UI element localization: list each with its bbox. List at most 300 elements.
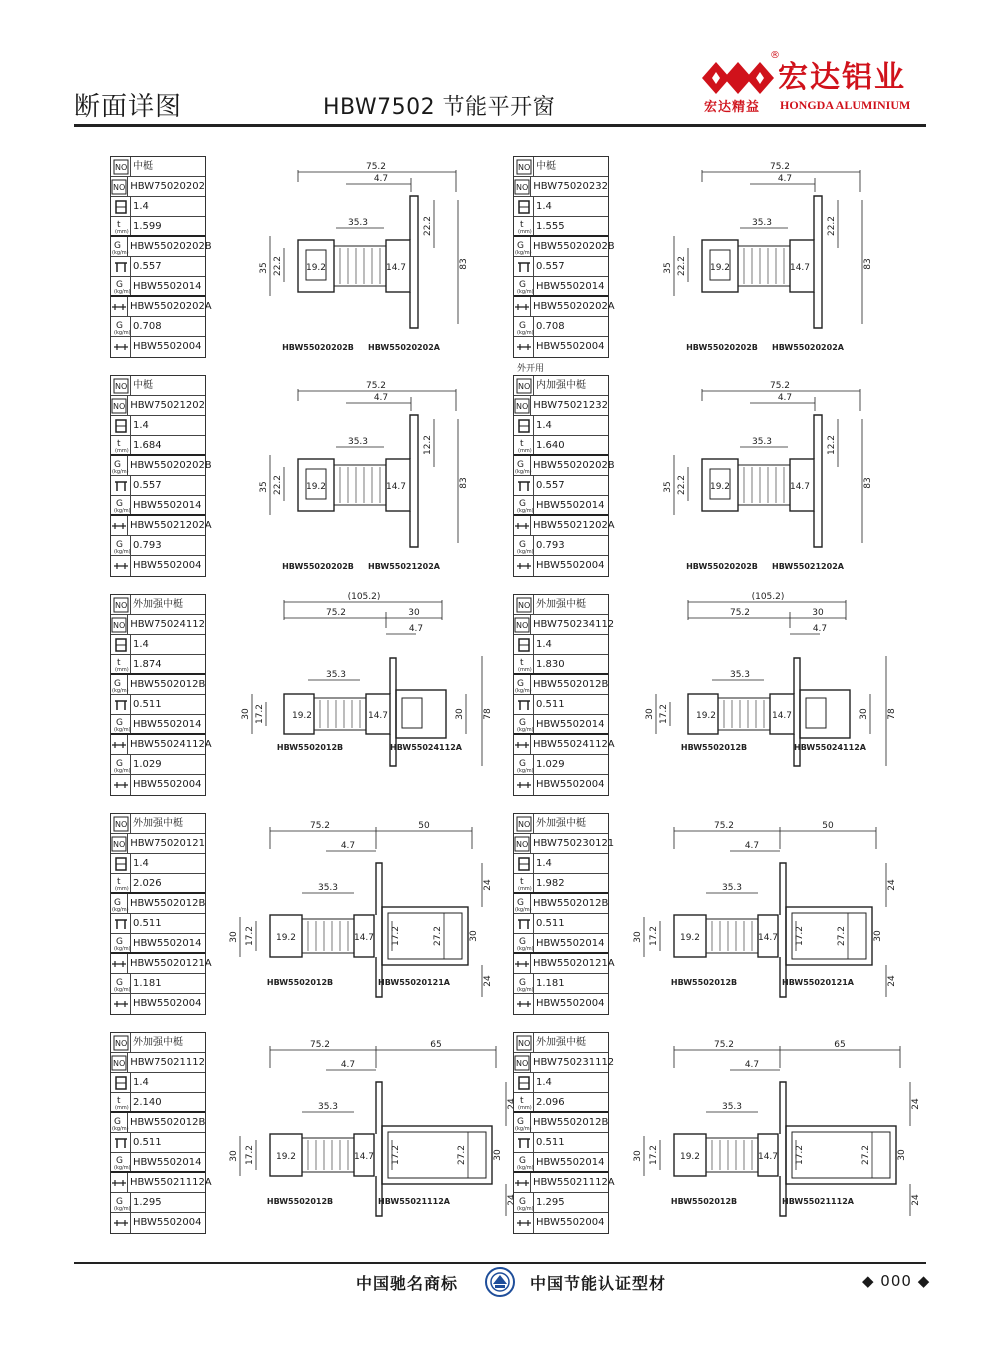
dimension-label: 30 (493, 1149, 503, 1161)
dimension-label: HBW55020202B (686, 343, 758, 352)
svg-text:t: t (519, 658, 524, 668)
dimension-label: 35.3 (347, 437, 369, 447)
svg-text:(kg/m): (kg/m) (515, 687, 532, 694)
dimension-label: 50 (822, 821, 834, 831)
dimension-label: 75.2 (713, 1040, 735, 1050)
svg-text:t: t (116, 439, 121, 449)
svg-text:G: G (115, 539, 123, 550)
weight-icon (111, 934, 131, 952)
dimension-label: 24 (887, 975, 897, 987)
svg-text:t: t (116, 1096, 121, 1106)
spec-row (111, 1113, 205, 1133)
spec-row (514, 914, 608, 934)
part-a-weight: 0.511 (133, 918, 162, 929)
part-a-fastener: HBW5502014 (536, 938, 605, 949)
svg-text:(mm): (mm) (517, 1105, 532, 1111)
weight-icon (514, 536, 534, 555)
spec-row (111, 476, 205, 496)
dimension-label: 30 (812, 608, 824, 618)
unit-weight: 1.640 (536, 440, 565, 451)
frame-profile-icon (111, 695, 131, 714)
spec-row (514, 894, 608, 914)
part-b-weight: 1.295 (133, 1197, 162, 1208)
code-icon (514, 1053, 531, 1072)
svg-text:G: G (518, 499, 526, 509)
svg-text:(kg/m): (kg/m) (113, 508, 131, 514)
spec-row (514, 1153, 608, 1173)
svg-text:G: G (114, 678, 121, 689)
code-icon (111, 157, 131, 176)
dimension-label: 30 (897, 1149, 907, 1161)
wall-thickness: 1.4 (536, 639, 552, 650)
dimension-label: 30 (645, 708, 655, 720)
spec-row (514, 456, 615, 476)
svg-text:(mm): (mm) (517, 667, 532, 673)
dimension-label: 35 (663, 481, 673, 493)
dimension-label: 4.7 (777, 393, 793, 403)
dimension-label: 75.2 (365, 381, 387, 391)
svg-text:(kg/m): (kg/m) (113, 727, 131, 733)
part-a-code: HBW5502012B (130, 1117, 206, 1128)
spec-row (514, 416, 608, 436)
svg-text:NO: NO (517, 1038, 530, 1048)
dimension-label: 22.2 (677, 255, 687, 277)
weight-icon (111, 715, 131, 733)
dimension-label: HBW5502012B (680, 743, 748, 752)
wall-thickness: 1.4 (536, 1077, 552, 1088)
code-icon (111, 1033, 131, 1052)
spec-row (514, 257, 608, 277)
code-icon (514, 834, 531, 853)
spec-row (514, 1073, 608, 1093)
dimension-label: HBW5502012B (276, 743, 344, 752)
dimension-label: 35.3 (729, 670, 751, 680)
weight-icon (514, 894, 531, 913)
dimension-label: 17.2 (245, 1144, 255, 1166)
spec-row (111, 755, 205, 775)
spec-row (111, 237, 212, 257)
spec-table (513, 375, 615, 577)
frame-profile-icon (111, 476, 131, 495)
spec-table (513, 1032, 615, 1234)
spec-row (514, 1173, 615, 1193)
profile-code: HBW75021202 (130, 400, 205, 411)
dimension-label: HBW55020202B (282, 562, 354, 571)
footer-rule (74, 1262, 926, 1264)
part-a-fastener: HBW5502014 (536, 1157, 605, 1168)
thickness-icon (514, 217, 534, 235)
fastener-icon (514, 775, 534, 795)
svg-text:(mm): (mm) (114, 229, 129, 235)
spec-table (110, 594, 212, 796)
dimension-label: 35.3 (751, 437, 773, 447)
svg-text:(kg/m): (kg/m) (113, 1165, 131, 1171)
profile-icon (111, 416, 131, 435)
spec-table (513, 594, 615, 796)
svg-text:t: t (519, 439, 524, 449)
dimension-label: 12.2 (423, 434, 433, 456)
fastener-icon (111, 775, 131, 795)
dimension-label: HBW55021202A (772, 562, 844, 571)
weight-icon (514, 934, 534, 952)
svg-text:G: G (518, 977, 526, 988)
dimension-label: 30 (229, 1150, 239, 1162)
brand-tagline: 宏达精益 (704, 100, 761, 115)
spec-row (514, 595, 608, 615)
frame-profile-icon (514, 1133, 534, 1152)
spec-row (514, 854, 608, 874)
part-b-weight: 0.793 (536, 540, 565, 551)
profile-code: HBW750234112 (533, 619, 615, 630)
svg-text:G: G (518, 718, 526, 728)
weight-icon (514, 974, 534, 993)
part-b-code: HBW55024112A (130, 739, 212, 750)
spec-row (111, 675, 205, 695)
code-icon (111, 834, 128, 853)
spec-row (514, 1113, 608, 1133)
dimension-label: HBW55020202A (368, 343, 440, 352)
fastener-icon (111, 994, 131, 1014)
profile-icon (111, 197, 131, 216)
part-b-fastener: HBW5502004 (133, 1217, 202, 1228)
profile-code: HBW750231112 (533, 1057, 615, 1068)
svg-text:NO: NO (113, 182, 126, 192)
code-icon (514, 814, 534, 833)
dimension-label: 14.7 (789, 263, 811, 273)
svg-text:(kg/m): (kg/m) (516, 1205, 534, 1212)
weight-icon (514, 675, 531, 694)
part-a-weight: 0.511 (536, 1137, 565, 1148)
svg-text:NO: NO (516, 182, 529, 192)
dimension-label: 83 (863, 477, 873, 489)
spec-row (514, 695, 608, 715)
section-drawing (640, 590, 897, 790)
dimension-label: 22.2 (273, 474, 283, 496)
unit-weight: 1.830 (536, 659, 565, 670)
svg-text:t: t (116, 658, 121, 668)
dimension-label: 19.2 (305, 263, 327, 273)
dimension-label: 22.2 (827, 215, 837, 237)
dimension-label: 19.2 (709, 263, 731, 273)
dimension-label: 19.2 (291, 711, 313, 721)
svg-text:G: G (518, 1156, 526, 1166)
weight-icon (111, 277, 131, 295)
part-a-code: HBW55020202B (533, 241, 615, 252)
weight-icon (111, 496, 131, 514)
spec-row (514, 317, 608, 337)
usage-note: 外开用 (517, 364, 545, 374)
spec-row (111, 695, 205, 715)
spec-row (111, 337, 205, 357)
spec-row (111, 376, 205, 396)
dimension-label: 4.7 (744, 1060, 760, 1070)
spec-row (111, 894, 205, 914)
profile-code: HBW75024112 (130, 619, 205, 630)
spec-row (111, 556, 205, 576)
part-b-weight: 0.793 (133, 540, 162, 551)
dimension-label: 35.3 (751, 218, 773, 228)
part-a-fastener: HBW5502014 (536, 281, 605, 292)
dimension-label: 35.3 (317, 883, 339, 893)
svg-text:NO: NO (114, 600, 127, 610)
fastener-icon (111, 297, 128, 316)
dimension-label: 65 (834, 1040, 846, 1050)
dimension-label: 24 (507, 1194, 517, 1206)
svg-text:(kg/m): (kg/m) (515, 468, 532, 475)
weight-icon (514, 715, 534, 733)
part-a-code: HBW55020202B (130, 460, 212, 471)
part-b-code: HBW55020202A (533, 301, 615, 312)
spec-row (111, 1033, 205, 1053)
dimension-label: 19.2 (679, 933, 701, 943)
svg-text:t: t (116, 877, 121, 887)
spec-row (111, 257, 205, 277)
weight-icon (111, 755, 131, 774)
part-b-weight: 0.708 (536, 321, 565, 332)
part-b-fastener: HBW5502004 (133, 341, 202, 352)
spec-row (111, 496, 205, 516)
svg-text:(kg/m): (kg/m) (516, 946, 534, 952)
svg-text:(mm): (mm) (517, 886, 532, 892)
dimension-label: 30 (873, 930, 883, 942)
dimension-label: 35.3 (721, 883, 743, 893)
part-a-fastener: HBW5502014 (536, 500, 605, 511)
dimension-label: 24 (911, 1098, 921, 1110)
dimension-label: 22.2 (423, 215, 433, 237)
frame-profile-icon (514, 695, 534, 714)
registered-mark: ® (770, 50, 780, 61)
spec-row (514, 1133, 608, 1153)
dimension-label: 17.2 (391, 925, 401, 947)
profile-icon (514, 197, 534, 216)
dimension-label: 27.2 (837, 925, 847, 947)
dimension-label: 30 (229, 931, 239, 943)
dimension-label: 30 (633, 1150, 643, 1162)
weight-icon (514, 496, 534, 514)
spec-row (514, 476, 608, 496)
weight-icon (514, 277, 534, 295)
spec-row (514, 1033, 608, 1053)
svg-text:NO: NO (113, 401, 126, 411)
svg-text:G: G (517, 459, 524, 470)
spec-row (514, 556, 608, 576)
spec-row (111, 177, 205, 197)
fastener-icon (514, 954, 531, 973)
thickness-icon (111, 436, 131, 454)
spec-row (111, 1213, 205, 1233)
spec-row (111, 297, 212, 317)
svg-text:NO: NO (516, 1058, 529, 1068)
dimension-label: 83 (459, 258, 469, 270)
part-a-weight: 0.511 (133, 699, 162, 710)
part-b-weight: 1.029 (536, 759, 565, 770)
fastener-icon (514, 735, 531, 754)
weight-icon (514, 755, 534, 774)
part-a-weight: 0.557 (133, 480, 162, 491)
spec-row (514, 775, 608, 795)
footer-certification-text: 中国节能认证型材 (530, 1274, 667, 1293)
spec-row (514, 396, 608, 416)
dimension-label: HBW5502012B (266, 978, 334, 987)
part-b-fastener: HBW5502004 (536, 1217, 605, 1228)
dimension-label: 14.7 (789, 482, 811, 492)
dimension-label: 19.2 (275, 1152, 297, 1162)
spec-row (111, 1073, 205, 1093)
spec-row (514, 496, 608, 516)
weight-icon (111, 675, 128, 694)
svg-text:NO: NO (113, 839, 126, 849)
spec-row (514, 994, 608, 1014)
dimension-label: 4.7 (373, 174, 389, 184)
spec-table (513, 813, 615, 1015)
dimension-label: HBW5502012B (670, 978, 738, 987)
part-b-fastener: HBW5502004 (133, 779, 202, 790)
svg-text:(kg/m): (kg/m) (515, 249, 532, 256)
spec-row (111, 954, 212, 974)
svg-text:(mm): (mm) (114, 1105, 129, 1111)
section-drawing (236, 590, 493, 790)
spec-row (514, 277, 608, 297)
svg-text:G: G (517, 240, 524, 251)
svg-text:G: G (115, 977, 123, 988)
dimension-label: HBW5502012B (266, 1197, 334, 1206)
spec-row (514, 217, 608, 237)
dimension-label: 17.2 (255, 703, 265, 725)
spec-row (111, 317, 205, 337)
spec-row (111, 914, 205, 934)
dimension-label: 50 (418, 821, 430, 831)
dimension-label: 30 (469, 930, 479, 942)
svg-text:(kg/m): (kg/m) (112, 249, 129, 256)
dimension-label: 30 (241, 708, 251, 720)
thickness-icon (111, 874, 131, 892)
thickness-icon (111, 217, 131, 235)
weight-icon (514, 1113, 531, 1132)
spec-row (514, 655, 608, 675)
wall-thickness: 1.4 (133, 858, 149, 869)
dimension-label: HBW55021112A (782, 1197, 854, 1206)
spec-row (514, 1053, 615, 1073)
svg-text:(mm): (mm) (517, 448, 532, 454)
dimension-label: 17.2 (391, 1144, 401, 1166)
spec-row (514, 177, 608, 197)
code-icon (514, 177, 531, 196)
wall-thickness: 1.4 (536, 420, 552, 431)
spec-row (111, 854, 205, 874)
svg-text:(kg/m): (kg/m) (113, 289, 131, 295)
spec-row (111, 536, 205, 556)
fastener-icon (514, 516, 531, 535)
section-drawing (633, 809, 897, 1009)
profile-name: 中梃 (536, 161, 556, 172)
dimension-label: 14.7 (367, 711, 389, 721)
page-title: 断面详图 (74, 92, 183, 122)
spec-row (111, 197, 205, 217)
dimension-label: 27.2 (861, 1144, 871, 1166)
profile-icon (111, 854, 131, 873)
svg-text:NO: NO (516, 620, 529, 630)
unit-weight: 1.982 (536, 878, 565, 889)
svg-text:(kg/m): (kg/m) (516, 1165, 534, 1171)
spec-row (111, 1153, 205, 1173)
dimension-label: 4.7 (777, 174, 793, 184)
section-drawing (640, 152, 890, 352)
unit-weight: 1.874 (133, 659, 162, 670)
svg-text:G: G (115, 1156, 123, 1166)
part-b-fastener: HBW5502004 (536, 779, 605, 790)
dimension-label: 75.2 (713, 821, 735, 831)
dimension-label: 19.2 (679, 1152, 701, 1162)
svg-text:(kg/m): (kg/m) (113, 1205, 131, 1212)
part-b-weight: 1.029 (133, 759, 162, 770)
svg-text:NO: NO (517, 381, 530, 391)
wall-thickness: 1.4 (536, 201, 552, 212)
svg-text:(kg/m): (kg/m) (516, 508, 534, 514)
spec-row (111, 1133, 205, 1153)
profile-code: HBW750230121 (533, 838, 615, 849)
part-b-weight: 0.708 (133, 321, 162, 332)
part-b-weight: 1.181 (536, 978, 565, 989)
dimension-label: 14.7 (771, 711, 793, 721)
section-drawing (236, 371, 486, 571)
spec-row (514, 735, 615, 755)
profile-icon (514, 1073, 534, 1092)
spec-row (514, 974, 608, 994)
spec-row (111, 1053, 205, 1073)
dimension-label: HBW5502012B (670, 1197, 738, 1206)
dimension-label: 83 (863, 258, 873, 270)
unit-weight: 1.684 (133, 440, 162, 451)
part-b-code: HBW55024112A (533, 739, 615, 750)
dimension-label: 75.2 (365, 162, 387, 172)
spec-row (111, 615, 205, 635)
svg-text:t: t (519, 1096, 524, 1106)
svg-text:NO: NO (114, 819, 127, 829)
frame-profile-icon (111, 1133, 131, 1152)
header-rule (74, 124, 926, 127)
svg-text:t: t (116, 220, 121, 230)
dimension-label: 17.2 (649, 1144, 659, 1166)
part-b-code: HBW55021202A (130, 520, 212, 531)
spec-row (514, 1193, 608, 1213)
spec-row (514, 954, 615, 974)
dimension-label: 27.2 (433, 925, 443, 947)
profile-name: 中梃 (133, 380, 153, 391)
dimension-label: 75.2 (309, 821, 331, 831)
fastener-icon (514, 994, 534, 1014)
dimension-label: 65 (430, 1040, 442, 1050)
wall-thickness: 1.4 (536, 858, 552, 869)
profile-name: 外加强中梃 (133, 599, 183, 610)
svg-text:(kg/m): (kg/m) (515, 906, 532, 913)
spec-row (111, 934, 205, 954)
code-icon (111, 177, 128, 196)
spec-row (111, 456, 212, 476)
svg-text:NO: NO (113, 620, 126, 630)
spec-row (514, 516, 615, 536)
unit-weight: 2.096 (536, 1097, 565, 1108)
svg-text:(kg/m): (kg/m) (113, 986, 131, 993)
spec-row (514, 157, 608, 177)
svg-text:(kg/m): (kg/m) (113, 329, 131, 336)
spec-row (514, 536, 608, 556)
part-b-code: HBW55021112A (533, 1177, 615, 1188)
dimension-label: 30 (859, 708, 869, 720)
code-icon (111, 1053, 128, 1072)
svg-text:NO: NO (114, 162, 127, 172)
fastener-icon (514, 337, 534, 357)
dimension-label: 30 (633, 931, 643, 943)
